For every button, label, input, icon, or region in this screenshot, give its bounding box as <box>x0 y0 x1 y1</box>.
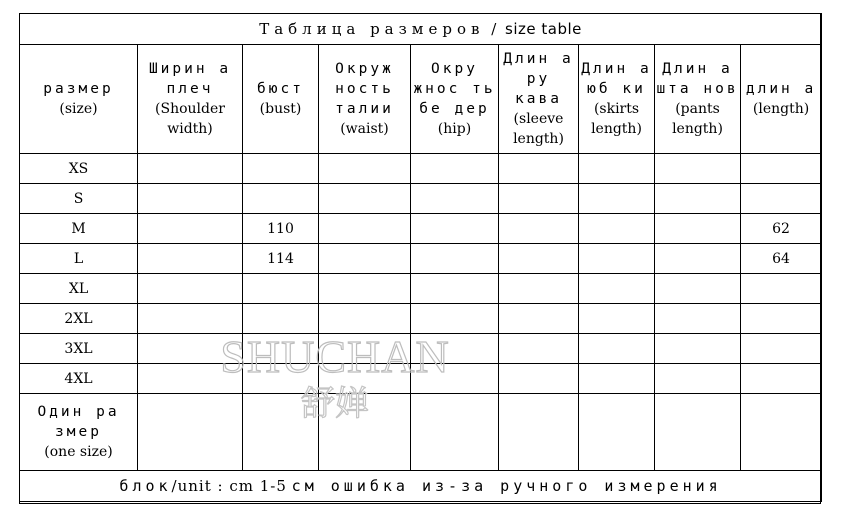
table-cell <box>741 274 822 304</box>
table-cell <box>655 154 741 184</box>
table-cell: 64 <box>741 244 822 274</box>
table-cell <box>655 364 741 394</box>
table-cell: 62 <box>741 214 822 244</box>
table-cell <box>138 364 243 394</box>
header-cell-length <box>741 45 822 154</box>
size-label: XL <box>20 274 138 304</box>
table-cell <box>138 214 243 244</box>
table-cell <box>499 244 579 274</box>
footer-suffix: см ошибка из-за ручного измерения <box>291 477 722 495</box>
table-title <box>20 14 822 45</box>
table-cell <box>655 184 741 214</box>
header-cell-size <box>20 45 138 154</box>
table-row-one-size <box>20 394 822 471</box>
header-length-ru: длин а <box>745 81 817 97</box>
table-cell: 114 <box>243 244 319 274</box>
table-cell <box>411 274 499 304</box>
header-hip-ru: Окру жнос ть бе дер <box>413 61 496 117</box>
table-cell <box>411 244 499 274</box>
title-row <box>20 14 822 45</box>
one-size-label-en: (one size) <box>44 444 113 460</box>
table-cell <box>319 304 411 334</box>
size-label: S <box>20 184 138 214</box>
table-cell <box>319 394 411 471</box>
table-cell <box>138 154 243 184</box>
table-cell <box>655 244 741 274</box>
table-cell <box>579 214 655 244</box>
table-cell <box>579 244 655 274</box>
table-cell <box>499 184 579 214</box>
header-bust-en: (bust) <box>259 101 302 117</box>
footer-row <box>20 471 822 502</box>
header-size-en: (size) <box>59 101 98 117</box>
table-cell <box>411 334 499 364</box>
size-label: L <box>20 244 138 274</box>
table-cell <box>741 184 822 214</box>
table-cell <box>655 214 741 244</box>
table-cell <box>138 394 243 471</box>
header-hip-en: (hip) <box>437 121 472 137</box>
table-cell <box>138 184 243 214</box>
table-cell <box>243 334 319 364</box>
header-cell-pants <box>655 45 741 154</box>
table-cell <box>243 394 319 471</box>
table-cell <box>319 364 411 394</box>
table-cell <box>655 394 741 471</box>
watermark-brand-cn: 舒婵 <box>301 384 369 424</box>
table-row <box>20 244 822 274</box>
table-cell <box>741 304 822 334</box>
size-label: 2XL <box>20 304 138 334</box>
header-cell-skirts <box>579 45 655 154</box>
watermark-brand: SHUCHAN <box>220 331 450 382</box>
table-cell <box>579 334 655 364</box>
footer-prefix: блок <box>119 477 172 495</box>
table-cell: 110 <box>243 214 319 244</box>
table-cell <box>138 334 243 364</box>
table-row <box>20 334 822 364</box>
table-cell <box>411 364 499 394</box>
one-size-label-ru: Один ра змер <box>37 404 120 440</box>
table-cell <box>319 154 411 184</box>
table-cell <box>243 304 319 334</box>
table-cell <box>499 394 579 471</box>
table-row <box>20 364 822 394</box>
table-row <box>20 304 822 334</box>
table-cell <box>319 274 411 304</box>
header-length-en: (length) <box>752 101 810 117</box>
header-pants-en: (pants length) <box>672 101 723 137</box>
table-cell <box>319 334 411 364</box>
table-cell <box>655 304 741 334</box>
header-shoulder-ru: Ширин а плеч <box>148 61 232 97</box>
header-pants-ru: Длин а шта нов <box>656 61 739 97</box>
table-cell <box>411 214 499 244</box>
table-cell <box>499 334 579 364</box>
table-title-en: size table <box>505 20 582 38</box>
table-cell <box>579 274 655 304</box>
table-cell <box>579 364 655 394</box>
table-row <box>20 154 822 184</box>
table-cell <box>319 214 411 244</box>
table-cell <box>579 394 655 471</box>
table-cell <box>411 304 499 334</box>
header-sleeve-en: (sleeve length) <box>513 111 564 147</box>
table-cell <box>499 364 579 394</box>
table-cell <box>579 304 655 334</box>
table-cell <box>243 154 319 184</box>
table-cell <box>741 394 822 471</box>
size-label: 3XL <box>20 334 138 364</box>
table-row <box>20 214 822 244</box>
one-size-label <box>20 394 138 471</box>
header-shoulder-en: (Shoulder width) <box>155 101 225 137</box>
table-cell <box>741 154 822 184</box>
table-cell <box>579 184 655 214</box>
table-cell <box>579 154 655 184</box>
header-cell-bust <box>243 45 319 154</box>
table-row <box>20 184 822 214</box>
table-cell <box>243 364 319 394</box>
table-cell <box>243 184 319 214</box>
table-cell <box>499 304 579 334</box>
header-waist-en: (waist) <box>340 121 389 137</box>
table-title-ru: Таблица размеров <box>259 20 485 38</box>
table-cell <box>655 274 741 304</box>
header-row <box>20 45 822 154</box>
table-cell <box>411 184 499 214</box>
table-title-separator: / <box>491 20 499 38</box>
header-cell-waist <box>319 45 411 154</box>
table-cell <box>741 334 822 364</box>
table-cell <box>741 364 822 394</box>
table-cell <box>499 274 579 304</box>
table-body <box>20 154 822 394</box>
table-cell <box>243 274 319 304</box>
header-bust-ru: бюст <box>257 81 304 97</box>
size-label: XS <box>20 154 138 184</box>
table-cell <box>655 334 741 364</box>
footer-unit: /unit : cm 1-5 <box>171 477 287 495</box>
table-cell <box>138 274 243 304</box>
table-cell <box>138 304 243 334</box>
table-cell <box>319 244 411 274</box>
header-cell-sleeve <box>499 45 579 154</box>
table-cell <box>319 184 411 214</box>
table-cell <box>411 394 499 471</box>
table-cell <box>411 154 499 184</box>
header-size-ru: размер <box>43 81 114 97</box>
size-label: M <box>20 214 138 244</box>
footer-note <box>20 471 822 502</box>
table-cell <box>499 214 579 244</box>
header-skirts-ru: Длин а юб ки <box>581 61 652 97</box>
header-cell-hip <box>411 45 499 154</box>
header-sleeve-ru: Длин а ру кава <box>503 51 574 107</box>
header-skirts-en: (skirts length) <box>591 101 642 137</box>
table-cell <box>499 154 579 184</box>
table-row <box>20 274 822 304</box>
header-cell-shoulder <box>138 45 243 154</box>
size-table <box>19 13 822 502</box>
table-cell <box>138 244 243 274</box>
header-waist-ru: Окруж ность талии <box>335 61 394 117</box>
size-label: 4XL <box>20 364 138 394</box>
